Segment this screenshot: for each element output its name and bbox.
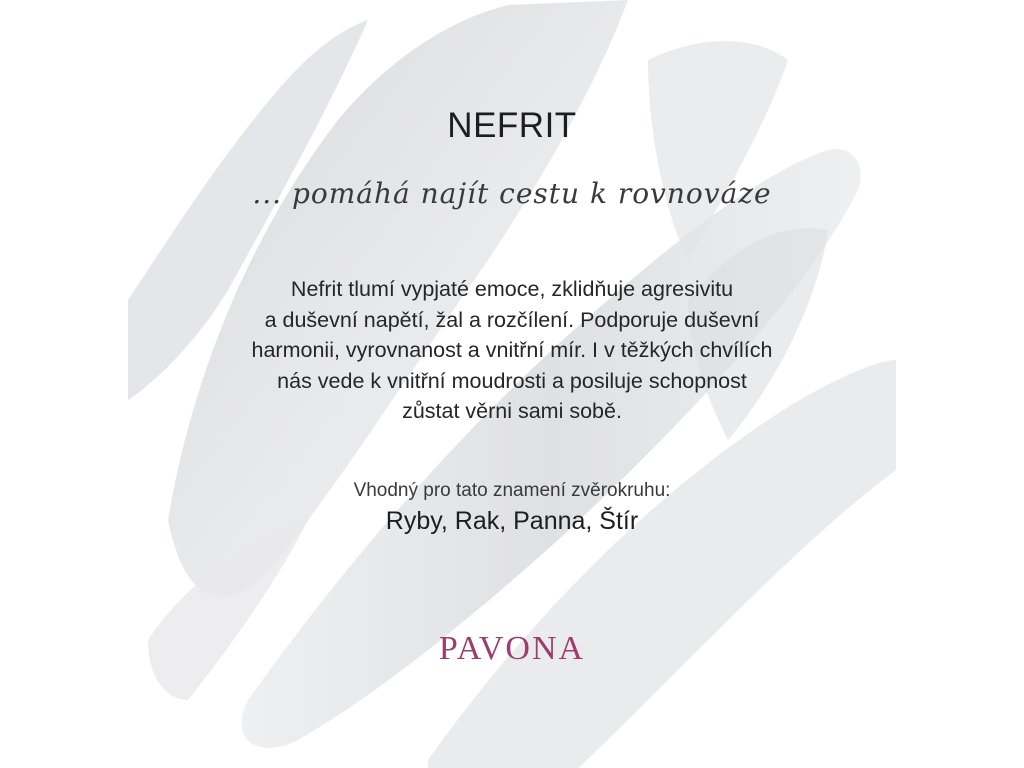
description	[172, 274, 852, 427]
description-line: a duševní napětí, žal a rozčílení. Podporuje duševní	[264, 307, 760, 332]
tagline: ... pomáhá najít cestu k rovnováze	[252, 177, 772, 210]
description-line: Nefrit tlumí vypjaté emoce, zklidňuje agresivitu	[290, 277, 734, 301]
zodiac-signs: Ryby, Rak, Panna, Štír	[385, 507, 639, 535]
description-line: nás vede k vnitřní moudrosti a posiluje schopnost	[277, 368, 747, 393]
product-card	[128, 0, 896, 768]
zodiac-label: Vhodný pro tato znamení zvěrokruhu:	[353, 480, 671, 501]
description-line: zůstat věrni sami sobě.	[402, 399, 622, 423]
page-title: NEFRIT	[447, 106, 577, 145]
description-line: harmonii, vyrovnanost a vnitřní mír. I v těžkých chvílích	[251, 338, 773, 362]
brand-logo: PAVONA	[438, 630, 586, 667]
